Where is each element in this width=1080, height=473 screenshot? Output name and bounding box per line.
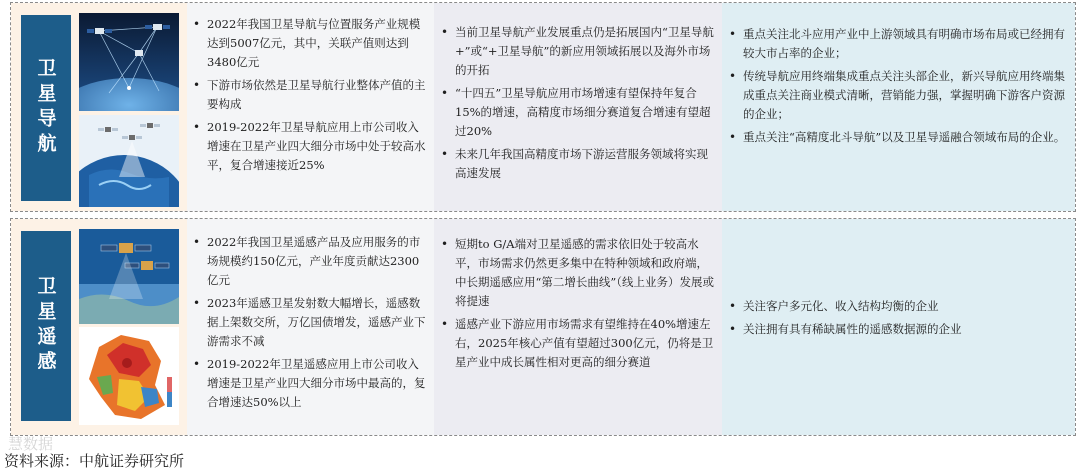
bullet-item: • 未来几年我国高精度市场下游运营服务领域将实现高速发展 — [439, 145, 719, 183]
bullet-item: • 2019-2022年卫星导航应用上市公司收入增速在卫星产业四大细分市场中处于较高水平，复合增速接近25% — [191, 118, 427, 175]
investment-focus-text — [727, 297, 1073, 343]
development-trend-text — [439, 23, 719, 187]
bullet-item: • 重点关注北斗应用产业中上游领域具有明确市场布局或已经拥有较大市占率的企业； — [727, 25, 1073, 63]
bullet-item: • 关注客户多元化、收入结构均衡的企业 — [727, 297, 1073, 316]
satellite-remote-sensing-row — [10, 218, 1076, 436]
watermark: 慧数据 — [8, 435, 54, 453]
satellite-globe-image — [79, 115, 179, 207]
market-status-text — [191, 233, 427, 416]
bullet-item: • 2022年我国卫星遥感产品及应用服务的市场规模约150亿元，产业年度贡献达2300亿元 — [191, 233, 427, 290]
development-trend-text — [439, 235, 719, 376]
bullet-item: • 传统导航应用终端集成重点关注头部企业，新兴导航应用终端集成重点关注商业模式清晰，营销能力强，掌握明确下游客户资源的企业； — [727, 67, 1073, 124]
bullet-item: • “十四五”卫星导航应用市场增速有望保持年复合15%的增速，高精度市场细分赛道复合增速有望超过20% — [439, 84, 719, 141]
row-label: 卫星遥感 — [21, 231, 71, 421]
satellite-navigation-row — [10, 2, 1076, 212]
source-caption: 资料来源：中航证券研究所 — [4, 452, 185, 470]
row-label: 卫星导航 — [21, 15, 71, 201]
bullet-item: • 重点关注“高精度北斗导航”以及卫星导遥融合领域布局的企业。 — [727, 128, 1073, 147]
bullet-item: • 短期to G/A端对卫星遥感的需求依旧处于较高水平，市场需求仍然更多集中在特种领域和政府端，中长期遥感应用“第二增长曲线”（线上业务）发展或将提速 — [439, 235, 719, 311]
satellite-network-image — [79, 13, 179, 111]
bullet-item: • 2023年遥感卫星发射数大幅增长，遥感数据上架数交所，万亿国债增发，遥感产业下游需求不减 — [191, 294, 427, 351]
bullet-item: • 当前卫星导航产业发展重点仍是拓展国内“卫星导航+”或“+卫星导航”的新应用领域拓展以及海外市场的开拓 — [439, 23, 719, 80]
bullet-item: • 2022年我国卫星导航与位置服务产业规模达到5007亿元，其中，关联产值则达到3480亿元 — [191, 15, 427, 72]
bullet-item: • 遥感产业下游应用市场需求有望维持在40%增速左右，2025年核心产值有望超过300亿元，仍将是卫星产业中成长属性相对更高的细分赛道 — [439, 315, 719, 372]
bullet-item: • 2019-2022年卫星遥感应用上市公司收入增速是卫星产业四大细分市场中最高的，复合增速达50%以上 — [191, 355, 427, 412]
remote-sensing-heatmap-image — [79, 327, 179, 425]
bullet-item: • 关注拥有具有稀缺属性的遥感数据源的企业 — [727, 320, 1073, 339]
investment-focus-text — [727, 25, 1073, 151]
remote-sensing-satellite-image — [79, 229, 179, 324]
market-status-text — [191, 15, 427, 179]
bullet-item: • 下游市场依然是卫星导航行业整体产值的主要构成 — [191, 76, 427, 114]
